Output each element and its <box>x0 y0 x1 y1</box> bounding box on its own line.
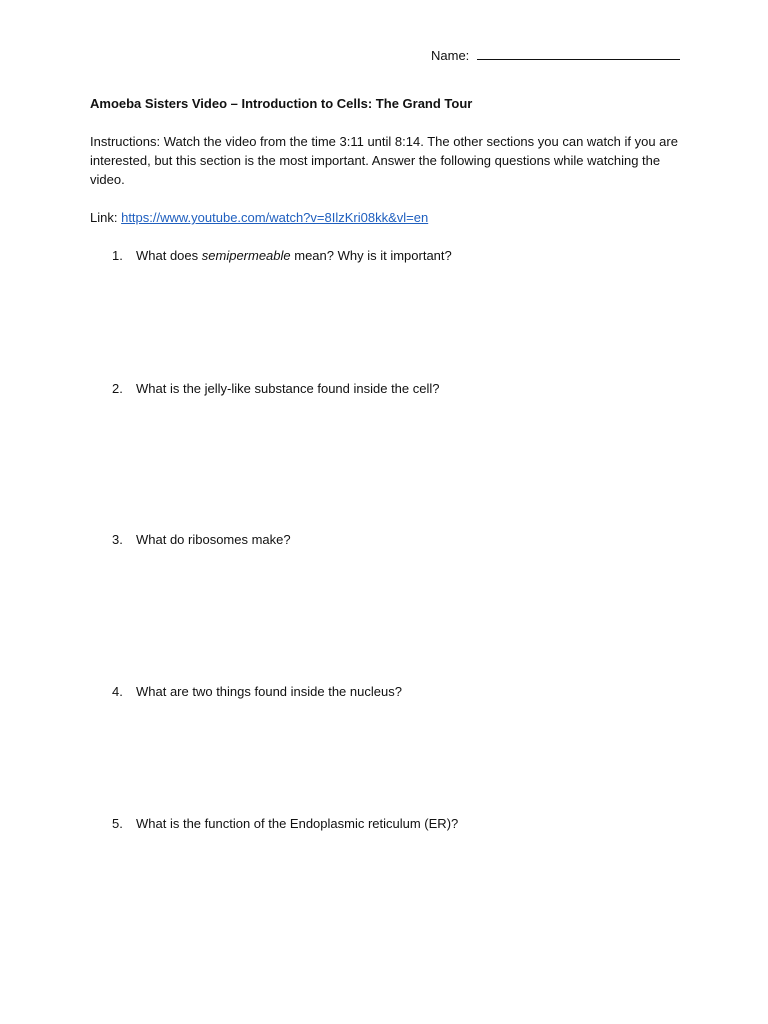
link-label: Link: <box>90 210 118 225</box>
video-link-row <box>90 208 428 227</box>
question-number: 4. <box>112 684 123 699</box>
question-number: 1. <box>112 248 123 263</box>
name-field-row <box>431 46 680 65</box>
name-blank-line[interactable] <box>477 46 680 60</box>
question-text: What are two things found inside the nucleus? <box>136 684 402 699</box>
question-text: What is the function of the Endoplasmic reticulum (ER)? <box>136 816 459 831</box>
question-number: 3. <box>112 532 123 547</box>
question-5 <box>112 814 458 833</box>
question-3 <box>112 530 291 549</box>
question-emphasis: semipermeable <box>201 248 291 263</box>
youtube-link[interactable]: https://www.youtube.com/watch?v=8IlzKri08kk&vl=en <box>121 210 429 225</box>
question-text-after: mean? Why is it important? <box>290 248 452 263</box>
question-4 <box>112 682 402 701</box>
question-text: What is the jelly-like substance found inside the cell? <box>136 381 440 396</box>
question-number: 5. <box>112 816 123 831</box>
question-text: What do ribosomes make? <box>136 532 291 547</box>
question-number: 2. <box>112 381 123 396</box>
question-text-before: What does <box>136 248 202 263</box>
name-label: Name: <box>431 48 470 63</box>
worksheet-title: Amoeba Sisters Video – Introduction to Cells: The Grand Tour <box>90 96 473 111</box>
instructions-paragraph: Instructions: Watch the video from the time 3:11 until 8:14. The other sections you can watch if you are interested, but this section is the most important. Answer the following questions while watching the video. <box>90 134 678 187</box>
question-2 <box>112 379 440 398</box>
question-1 <box>112 246 452 265</box>
